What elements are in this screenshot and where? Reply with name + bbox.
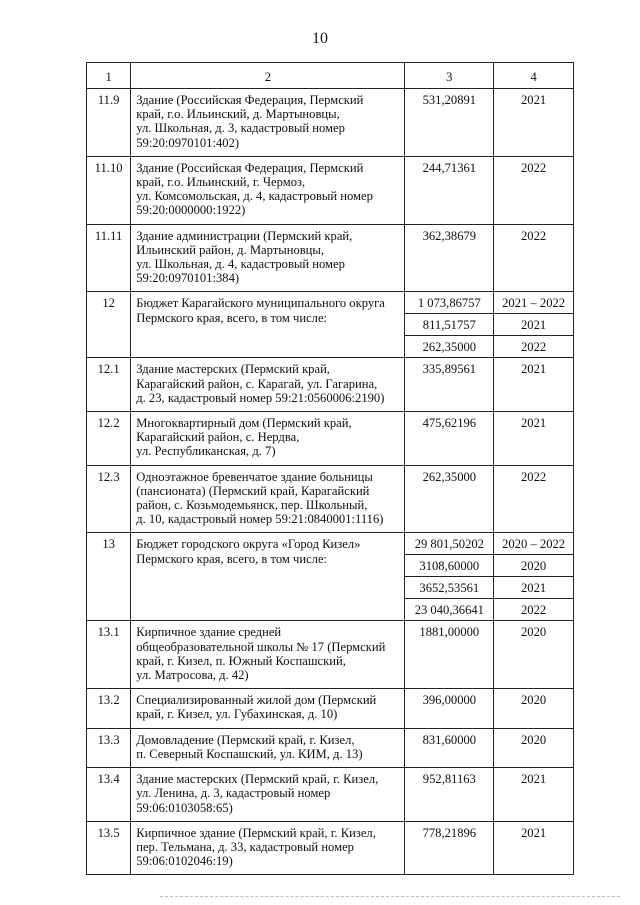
row-year: 2022 [494, 156, 574, 224]
description-line: Здание мастерских (Пермский край, [136, 362, 330, 377]
table-body [87, 63, 574, 875]
description-line: Кирпичное здание (Пермский край, г. Кизел, [136, 825, 376, 840]
description-line: 59:20:0000000:1922) [136, 203, 246, 218]
row-amount: 262,35000 [405, 336, 494, 358]
description-line: Бюджет Карагайского муниципального округа [136, 296, 385, 311]
description-line: край, г.о. Ильинский, г. Чермоз, [136, 175, 306, 190]
description-line: Здание (Российская Федерация, Пермский [136, 160, 364, 175]
description-line: Домовладение (Пермский край, г. Кизел, [136, 732, 355, 747]
table-row [87, 292, 574, 314]
column-header-3: 3 [405, 63, 494, 89]
row-description [131, 292, 405, 358]
row-year: 2021 [494, 821, 574, 875]
description-line: общеобразовательной школы № 17 (Пермский [136, 639, 386, 654]
row-year: 2021 [494, 314, 574, 336]
description-line: ул. Школьная, д. 3, кадастровый номер [136, 121, 345, 136]
row-number: 12.2 [87, 412, 131, 466]
table-row [87, 156, 574, 224]
row-description [131, 156, 405, 224]
table-row [87, 821, 574, 875]
table-row [87, 689, 574, 728]
description-line: Ильинский район, д. Мартыновцы, [136, 242, 325, 257]
description-line: ул. Комсомольская, д. 4, кадастровый номер [136, 189, 373, 204]
row-description [131, 412, 405, 466]
row-amount: 244,71361 [405, 156, 494, 224]
row-year: 2021 [494, 89, 574, 157]
row-description [131, 89, 405, 157]
row-amount: 1 073,86757 [405, 292, 494, 314]
row-year: 2020 – 2022 [494, 533, 574, 555]
description-line: район, с. Козьмодемьянск, пер. Школьный, [136, 498, 368, 513]
row-amount: 29 801,50202 [405, 533, 494, 555]
column-header-1: 1 [87, 63, 131, 89]
row-description [131, 224, 405, 292]
description-line: Кирпичное здание средней [136, 625, 282, 640]
row-amount: 952,81163 [405, 768, 494, 822]
row-description [131, 821, 405, 875]
row-number: 11.10 [87, 156, 131, 224]
row-number: 13.3 [87, 728, 131, 767]
row-year: 2020 [494, 555, 574, 577]
row-amount: 475,62196 [405, 412, 494, 466]
row-year: 2022 [494, 336, 574, 358]
table-row [87, 89, 574, 157]
description-line: Здание администрации (Пермский край, [136, 228, 353, 243]
table-row [87, 728, 574, 767]
description-line: ул. Ленина, д. 3, кадастровый номер [136, 786, 331, 801]
description-line: Пермского края, всего, в том числе: [136, 551, 328, 566]
description-line: Многоквартирный дом (Пермский край, [136, 416, 352, 431]
column-header-2: 2 [131, 63, 405, 89]
row-year: 2020 [494, 689, 574, 728]
row-description [131, 533, 405, 621]
row-amount: 335,89561 [405, 358, 494, 412]
description-line: Здание мастерских (Пермский край, г. Кизел, [136, 772, 379, 787]
row-number: 11.11 [87, 224, 131, 292]
description-line: Здание (Российская Федерация, Пермский [136, 93, 364, 107]
row-year: 2022 [494, 224, 574, 292]
row-year: 2021 [494, 577, 574, 599]
row-number: 13.5 [87, 821, 131, 875]
row-amount: 396,00000 [405, 689, 494, 728]
row-number: 11.9 [87, 89, 131, 157]
row-description [131, 728, 405, 767]
row-number: 13 [87, 533, 131, 621]
description-line: Карагайский район, с. Нердва, [136, 430, 300, 445]
description-line: (пансионата) (Пермский край, Карагайский [136, 483, 370, 498]
description-line: Одноэтажное бревенчатое здание больницы [136, 469, 373, 484]
row-description [131, 358, 405, 412]
row-amount: 531,20891 [405, 89, 494, 157]
description-line: пер. Тельмана, д. 33, кадастровый номер [136, 839, 354, 854]
row-amount: 778,21896 [405, 821, 494, 875]
row-amount: 1881,00000 [405, 621, 494, 689]
row-amount: 262,35000 [405, 465, 494, 533]
footer-scan-rule [160, 896, 620, 897]
table-row [87, 533, 574, 555]
table-row [87, 358, 574, 412]
table-row [87, 224, 574, 292]
table-row [87, 768, 574, 822]
description-line: д. 10, кадастровый номер 59:21:0840001:1116) [136, 512, 384, 527]
row-number: 13.4 [87, 768, 131, 822]
row-number: 12.3 [87, 465, 131, 533]
row-year: 2021 [494, 358, 574, 412]
description-line: край, г. Кизел, ул. Губахинская, д. 10) [136, 707, 338, 722]
row-description [131, 621, 405, 689]
row-amount: 811,51757 [405, 314, 494, 336]
row-number: 12 [87, 292, 131, 358]
property-table [86, 62, 574, 875]
table-header-row [87, 63, 574, 89]
description-line: ул. Матросова, д. 42) [136, 668, 249, 683]
description-line: Специализированный жилой дом (Пермский [136, 693, 377, 708]
column-header-4: 4 [494, 63, 574, 89]
row-description [131, 465, 405, 533]
row-year: 2021 – 2022 [494, 292, 574, 314]
row-amount: 831,60000 [405, 728, 494, 767]
row-amount: 3652,53561 [405, 577, 494, 599]
row-amount: 23 040,36641 [405, 599, 494, 621]
description-line: край, г.о. Ильинский, д. Мартыновцы, [136, 107, 340, 122]
row-number: 13.2 [87, 689, 131, 728]
row-number: 12.1 [87, 358, 131, 412]
description-line: 59:20:0970101:384) [136, 271, 240, 286]
table-row [87, 412, 574, 466]
row-description [131, 689, 405, 728]
description-line: Пермского края, всего, в том числе: [136, 310, 328, 325]
table-row [87, 621, 574, 689]
row-year: 2022 [494, 599, 574, 621]
description-line: 59:06:0103058:65) [136, 800, 233, 815]
row-year: 2021 [494, 412, 574, 466]
description-line: ул. Республиканская, д. 7) [136, 444, 276, 459]
page-number: 10 [312, 30, 328, 47]
description-line: край, г. Кизел, п. Южный Коспашский, [136, 653, 346, 668]
row-year: 2020 [494, 728, 574, 767]
row-number: 13.1 [87, 621, 131, 689]
row-year: 2021 [494, 768, 574, 822]
table-row [87, 465, 574, 533]
description-line: 59:20:0970101:402) [136, 135, 240, 150]
description-line: 59:06:0102046:19) [136, 854, 233, 869]
row-amount: 3108,60000 [405, 555, 494, 577]
description-line: ул. Школьная, д. 4, кадастровый номер [136, 257, 345, 272]
description-line: д. 23, кадастровый номер 59:21:0560006:2190) [136, 390, 385, 405]
row-year: 2020 [494, 621, 574, 689]
description-line: Бюджет городского округа «Город Кизел» [136, 537, 361, 552]
description-line: Карагайский район, с. Карагай, ул. Гагарина, [136, 376, 378, 391]
description-line: п. Северный Коспашский, ул. КИМ, д. 13) [136, 746, 363, 761]
row-description [131, 768, 405, 822]
row-year: 2022 [494, 465, 574, 533]
row-amount: 362,38679 [405, 224, 494, 292]
